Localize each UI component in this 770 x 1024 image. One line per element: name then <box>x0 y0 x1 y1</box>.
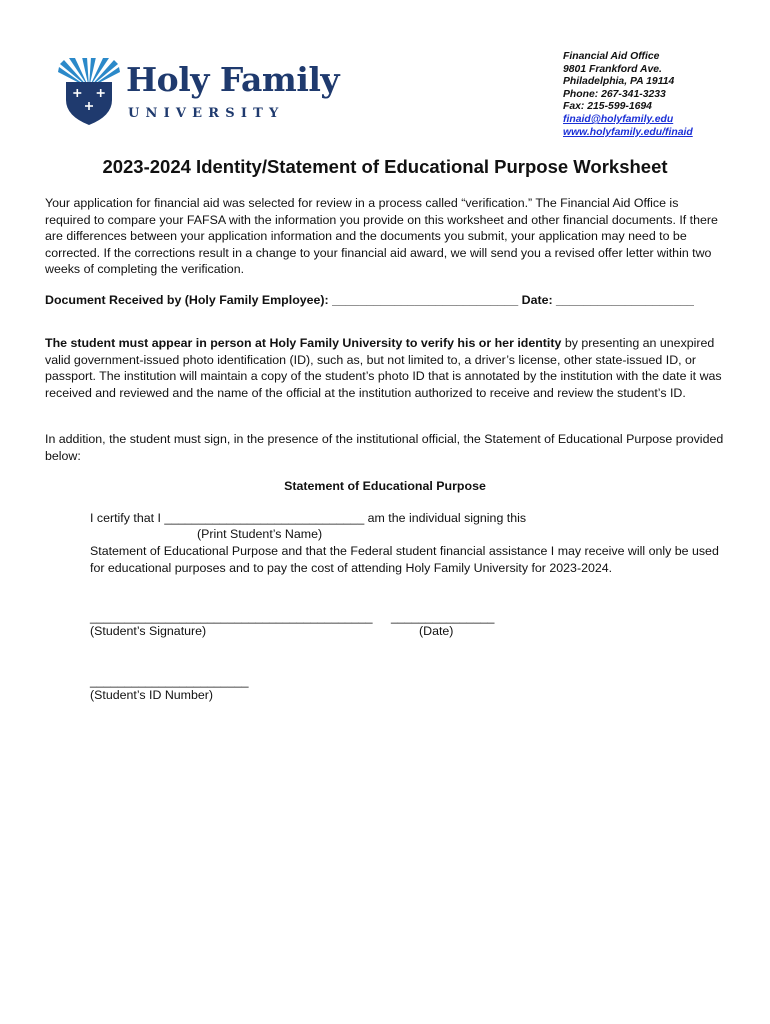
statement-text: Statement of Educational Purpose and that the Federal student financial assistance I may receive will only be used for educational purposes and to pay the cost of attending Holy Family University for 2023-2024. <box>90 544 719 575</box>
office-city: Philadelphia, PA 19114 <box>563 76 675 88</box>
signature-line: _________________________________________ <box>90 610 373 624</box>
email-link[interactable]: finaid@holyfamily.edu <box>563 113 674 125</box>
date-line: _______________ <box>391 610 495 624</box>
office-fax: Fax: 215-599-1694 <box>563 101 652 113</box>
certify-line: I certify that I _____________________________ am the individual signing this <box>90 511 527 525</box>
logo-wordmark: Holy Family <box>126 60 340 99</box>
print-name-label: (Print Student’s Name) <box>197 527 323 541</box>
identity-paragraph <box>45 335 725 401</box>
identity-bold-lead: The student must appear in person at Holy Family University to verify his or her identity <box>45 336 562 350</box>
student-id-label: (Student’s ID Number) <box>90 688 214 702</box>
student-id-line: _______________________ <box>90 674 249 688</box>
office-phone: Phone: 267-341-3233 <box>563 88 666 100</box>
logo-subtitle: UNIVERSITY <box>128 106 285 121</box>
university-logo <box>58 58 348 128</box>
statement-title: Statement of Educational Purpose <box>284 479 486 493</box>
document-received-line: Document Received by (Holy Family Employee): ___________________________ Date: ____________________ <box>45 293 694 307</box>
addition-paragraph: In addition, the student must sign, in the presence of the institutional official, the Statement of Educational Purpose provided below: <box>45 432 724 463</box>
office-name: Financial Aid Office <box>563 51 660 62</box>
intro-paragraph: Your application for financial aid was selected for review in a process called “verification.” The Financial Aid Office is required to compare your FAFSA with the information you provide on this worksheet and other financial documents. If there are differences between your application information and the documents you submit, your application may need to be corrected. If the corrections result in a change to your financial aid award, we will send you a revised offer letter within two weeks of completing the verification. <box>45 196 718 277</box>
page-title: 2023-2024 Identity/Statement of Educational Purpose Worksheet <box>102 156 668 177</box>
date-label: (Date) <box>419 624 454 638</box>
office-contact-block <box>563 51 693 139</box>
shield-crest-icon <box>58 58 120 126</box>
identity-rest: by presenting an unexpired valid government-issued photo identification (ID), such as, but not limited to, a driver’s license, other state-issued ID, or passport. The institution will maintain a copy of the student’s photo ID that is annotated by the institution with the date it was received and reviewed and the name of the official at the institution authorized to receive and review the student’s ID. <box>45 336 722 400</box>
office-street: 9801 Frankford Ave. <box>563 63 662 75</box>
website-link[interactable]: www.holyfamily.edu/finaid <box>563 126 693 138</box>
signature-label: (Student’s Signature) <box>90 624 207 638</box>
